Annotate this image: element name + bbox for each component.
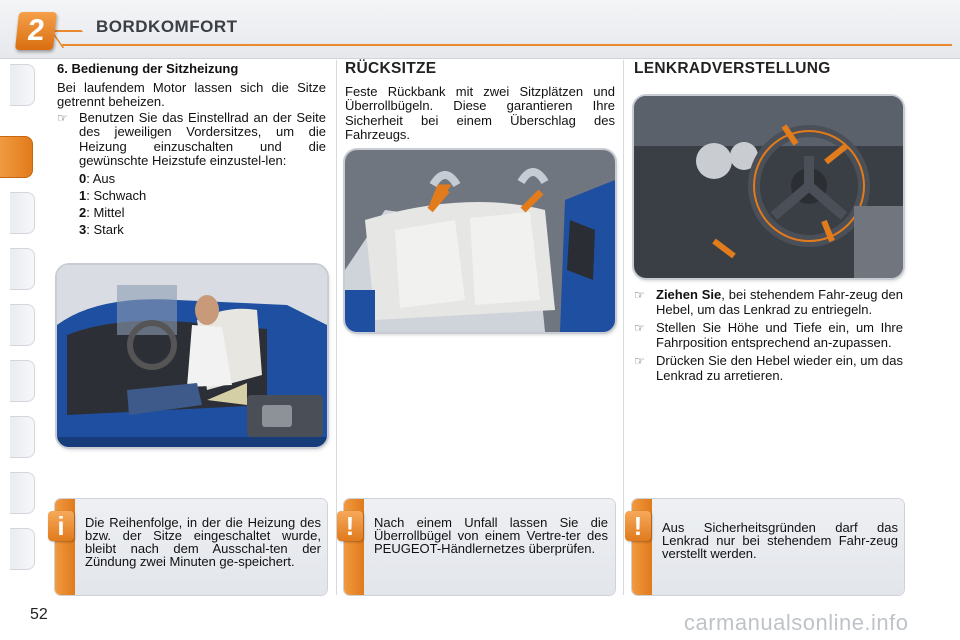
steering-step-1-text: , bei stehendem Fahr-zeug den Hebel, um das Lenkrad zu entriegeln. <box>656 287 903 317</box>
instruction-text: Benutzen Sie das Einstellrad an der Seite des jeweiligen Vordersitzes, um die Heizung einzuschalten und die gewünschte Heizstufe einzustel-len: <box>79 109 326 168</box>
steering-adjust-steps <box>634 288 903 383</box>
warning-note-steering-text: Aus Sicherheitsgründen darf das Lenkrad nur bei stehendem Fahr-zeug verstellt werden. <box>662 520 898 561</box>
info-note <box>55 499 327 595</box>
chapter-tab-4[interactable] <box>10 248 35 290</box>
steering-step-1-bold: Ziehen Sie <box>656 287 722 302</box>
chapter-tab-1[interactable] <box>10 64 35 106</box>
seat-heating-section <box>57 62 326 240</box>
heat-level-item <box>79 189 326 204</box>
chapter-tab-5[interactable] <box>10 304 35 346</box>
page-number: 52 <box>30 606 48 623</box>
steering-step-2 <box>634 321 903 350</box>
chapter-tab-6[interactable] <box>10 360 35 402</box>
rear-seats-title: RÜCKSITZE <box>345 60 437 77</box>
info-note-text: Die Reihenfolge, in der die Heizung des bzw. der Sitze eingeschaltet wurde, bleibt nach dem Ausschal-ten der Zündung zwei Minuten ge-speichert. <box>85 515 321 569</box>
chapter-tab-9[interactable] <box>10 528 35 570</box>
heat-level-list <box>57 172 326 238</box>
rear-seats-section <box>345 62 615 143</box>
pointing-hand-icon: ☞ <box>634 354 645 368</box>
heat-level-item <box>79 223 326 238</box>
chapter-tab-8[interactable] <box>10 472 35 514</box>
chapter-tab-3[interactable] <box>10 192 35 234</box>
info-icon: i <box>48 511 74 541</box>
pointing-hand-icon: ☞ <box>634 321 645 335</box>
heat-level-key: 1 <box>79 187 87 203</box>
steering-adjust-section <box>634 62 903 77</box>
heat-level-label: : Aus <box>86 170 116 186</box>
heat-level-label: : Schwach <box>86 187 147 203</box>
rear-seats-body: Feste Rückbank mit zwei Sitzplätzen und Überrollbügeln. Diese garantieren Ihre Sicherheit bei einem Überschlag des Fahrzeugs. <box>345 83 615 142</box>
steering-step-2-text: Stellen Sie Höhe und Tiefe ein, um Ihre Fahrposition entsprechend an-zupassen. <box>656 320 903 350</box>
heat-level-label: : Mittel <box>86 204 125 220</box>
heat-level-item <box>79 172 326 187</box>
column-divider <box>623 60 624 595</box>
chapter-title: BORDKOMFORT <box>96 17 238 36</box>
seat-heating-intro: Bei laufendem Motor lassen sich die Sitze getrennt beheizen. <box>57 79 326 109</box>
warning-icon: ! <box>337 511 363 541</box>
chapter-tab-7[interactable] <box>10 416 35 458</box>
heat-level-key: 0 <box>79 170 87 186</box>
chapter-number-badge: 2 <box>15 12 57 50</box>
steering-wheel-illustration <box>634 96 903 278</box>
seat-heating-instruction <box>57 111 326 169</box>
watermark: carmanualsonline.info <box>684 610 909 635</box>
steering-step-3-text: Drücken Sie den Hebel wieder ein, um das Lenkrad zu arretieren. <box>656 353 903 383</box>
warning-note-rollbars <box>344 499 615 595</box>
seat-heating-illustration <box>57 265 327 447</box>
seat-heating-heading: 6. Bedienung der Sitzheizung <box>57 61 239 76</box>
heat-level-item <box>79 206 326 221</box>
chapter-tab-2-active[interactable] <box>0 136 33 178</box>
steering-step-3 <box>634 354 903 383</box>
warning-note-steering <box>632 499 904 595</box>
pointing-hand-icon: ☞ <box>634 288 645 302</box>
warning-icon: ! <box>625 511 651 541</box>
heat-level-key: 2 <box>79 204 87 220</box>
pointing-hand-icon: ☞ <box>57 110 68 125</box>
heat-level-key: 3 <box>79 221 87 237</box>
steering-adjust-title: LENKRADVERSTELLUNG <box>634 60 831 77</box>
header-rule <box>62 44 952 46</box>
rear-seats-illustration <box>345 150 615 332</box>
steering-step-1 <box>634 288 903 317</box>
warning-note-rollbars-text: Nach einem Unfall lassen Sie die Überrollbügel von einem Vertre-ter des PEUGEOT-Händlernetzes überprüfen. <box>374 515 608 556</box>
heat-level-label: : Stark <box>86 221 124 237</box>
